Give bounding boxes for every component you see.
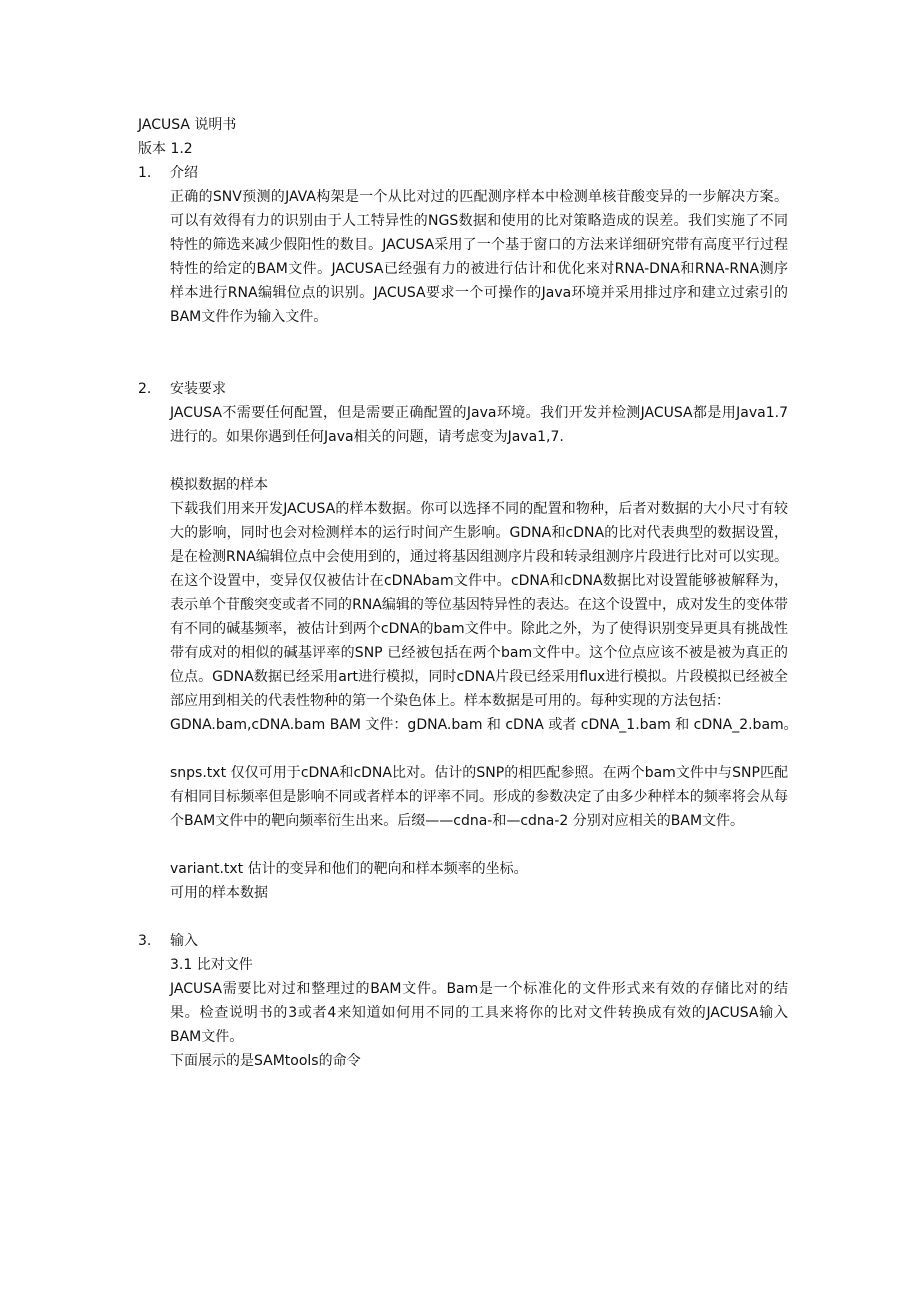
bam-files-line: GDNA.bam,cDNA.bam BAM 文件：gDNA.bam 和 cDNA 或者 cDNA_1.bam 和 cDNA_2.bam。 <box>170 717 798 733</box>
document-title: JACUSA 说明书 <box>138 117 237 133</box>
document-body <box>138 113 798 1073</box>
section-input <box>138 929 788 1073</box>
document-version: 版本 1.2 <box>138 141 193 157</box>
snps-paragraph: snps.txt 仅仅可用于cDNA和cDNA比对。估计的SNP的相匹配参照。在两个bam文件中与SNP匹配有相同目标频率但是影响不同或者样本的评率不同。形成的参数决定了由多少种样本的频率将会从每个BAM文件中的靶向频率衍生出来。后缀——cdna-和—cdna-2 分别对应相关的BAM文件。 <box>170 765 788 829</box>
section-number: 3. <box>138 933 152 949</box>
subsection-title: 模拟数据的样本 <box>170 477 268 493</box>
section-title: 输入 <box>170 933 198 949</box>
section-title: 安装要求 <box>170 381 226 397</box>
section-title: 介绍 <box>170 165 198 181</box>
available-data-line: 可用的样本数据 <box>170 885 268 901</box>
section-paragraph: JACUSA不需要任何配置，但是需要正确配置的Java环境。我们开发并检测JACUSA都是用Java1.7进行的。如果你遇到任何Java相关的问题，请考虑变为Java1,7. <box>170 405 788 445</box>
section-paragraph: 正确的SNV预测的JAVA构架是一个从比对过的匹配测序样本中检测单核苷酸变异的一步解决方案。可以有效得有力的识别由于人工特异性的NGS数据和使用的比对策略造成的误差。我们实施了不同特性的筛选来减少假阳性的数目。JACUSA采用了一个基于窗口的方法来详细研究带有高度平行过程特性的给定的BAM文件。JACUSA已经强有力的被进行估计和优化来对RNA-DNA和RNA-RNA测序样本进行RNA编辑位点的识别。JACUSA要求一个可操作的Java环境并采用排过序和建立过索引的BAM文件作为输入文件。 <box>170 189 788 325</box>
section-introduction <box>138 161 788 329</box>
section-paragraph: JACUSA需要比对过和整理过的BAM文件。Bam是一个标准化的文件形式来有效的存储比对的结果。检查说明书的3或者4来知道如何用不同的工具来将你的比对文件转换成有效的JACUSA输入BAM文件。 <box>170 981 788 1045</box>
section-number: 2. <box>138 381 152 397</box>
samtools-line: 下面展示的是SAMtools的命令 <box>170 1053 361 1069</box>
variant-line: variant.txt 估计的变异和他们的靶向和样本频率的坐标。 <box>170 861 528 877</box>
subsection-title: 3.1 比对文件 <box>170 957 253 973</box>
section-installation <box>138 377 798 905</box>
section-number: 1. <box>138 165 152 181</box>
sample-data-paragraph: 下载我们用来开发JACUSA的样本数据。你可以选择不同的配置和物种，后者对数据的大小尺寸有较大的影响，同时也会对检测样本的运行时间产生影响。GDNA和cDNA的比对代表典型的数据设置，是在检测RNA编辑位点中会使用到的，通过将基因组测序片段和转录组测序片段进行比对可以实现。在这个设置中，变异仅仅被估计在cDNAbam文件中。cDNA和cDNA数据比对设置能够被解释为，表示单个苷酸突变或者不同的RNA编辑的等位基因特异性的表达。在这个设置中，成对发生的变体带有不同的碱基频率，被估计到两个cDNA的bam文件中。除此之外，为了使得识别变异更具有挑战性带有成对的相似的碱基评率的SNP 已经被包括在两个bam文件中。这个位点应该不被是被为真正的位点。GDNA数据已经采用art进行模拟，同时cDNA片段已经采用flux进行模拟。片段模拟已经被全部应用到相关的代表性物种的第一个染色体上。样本数据是可用的。每种实现的方法包括： <box>170 501 788 709</box>
